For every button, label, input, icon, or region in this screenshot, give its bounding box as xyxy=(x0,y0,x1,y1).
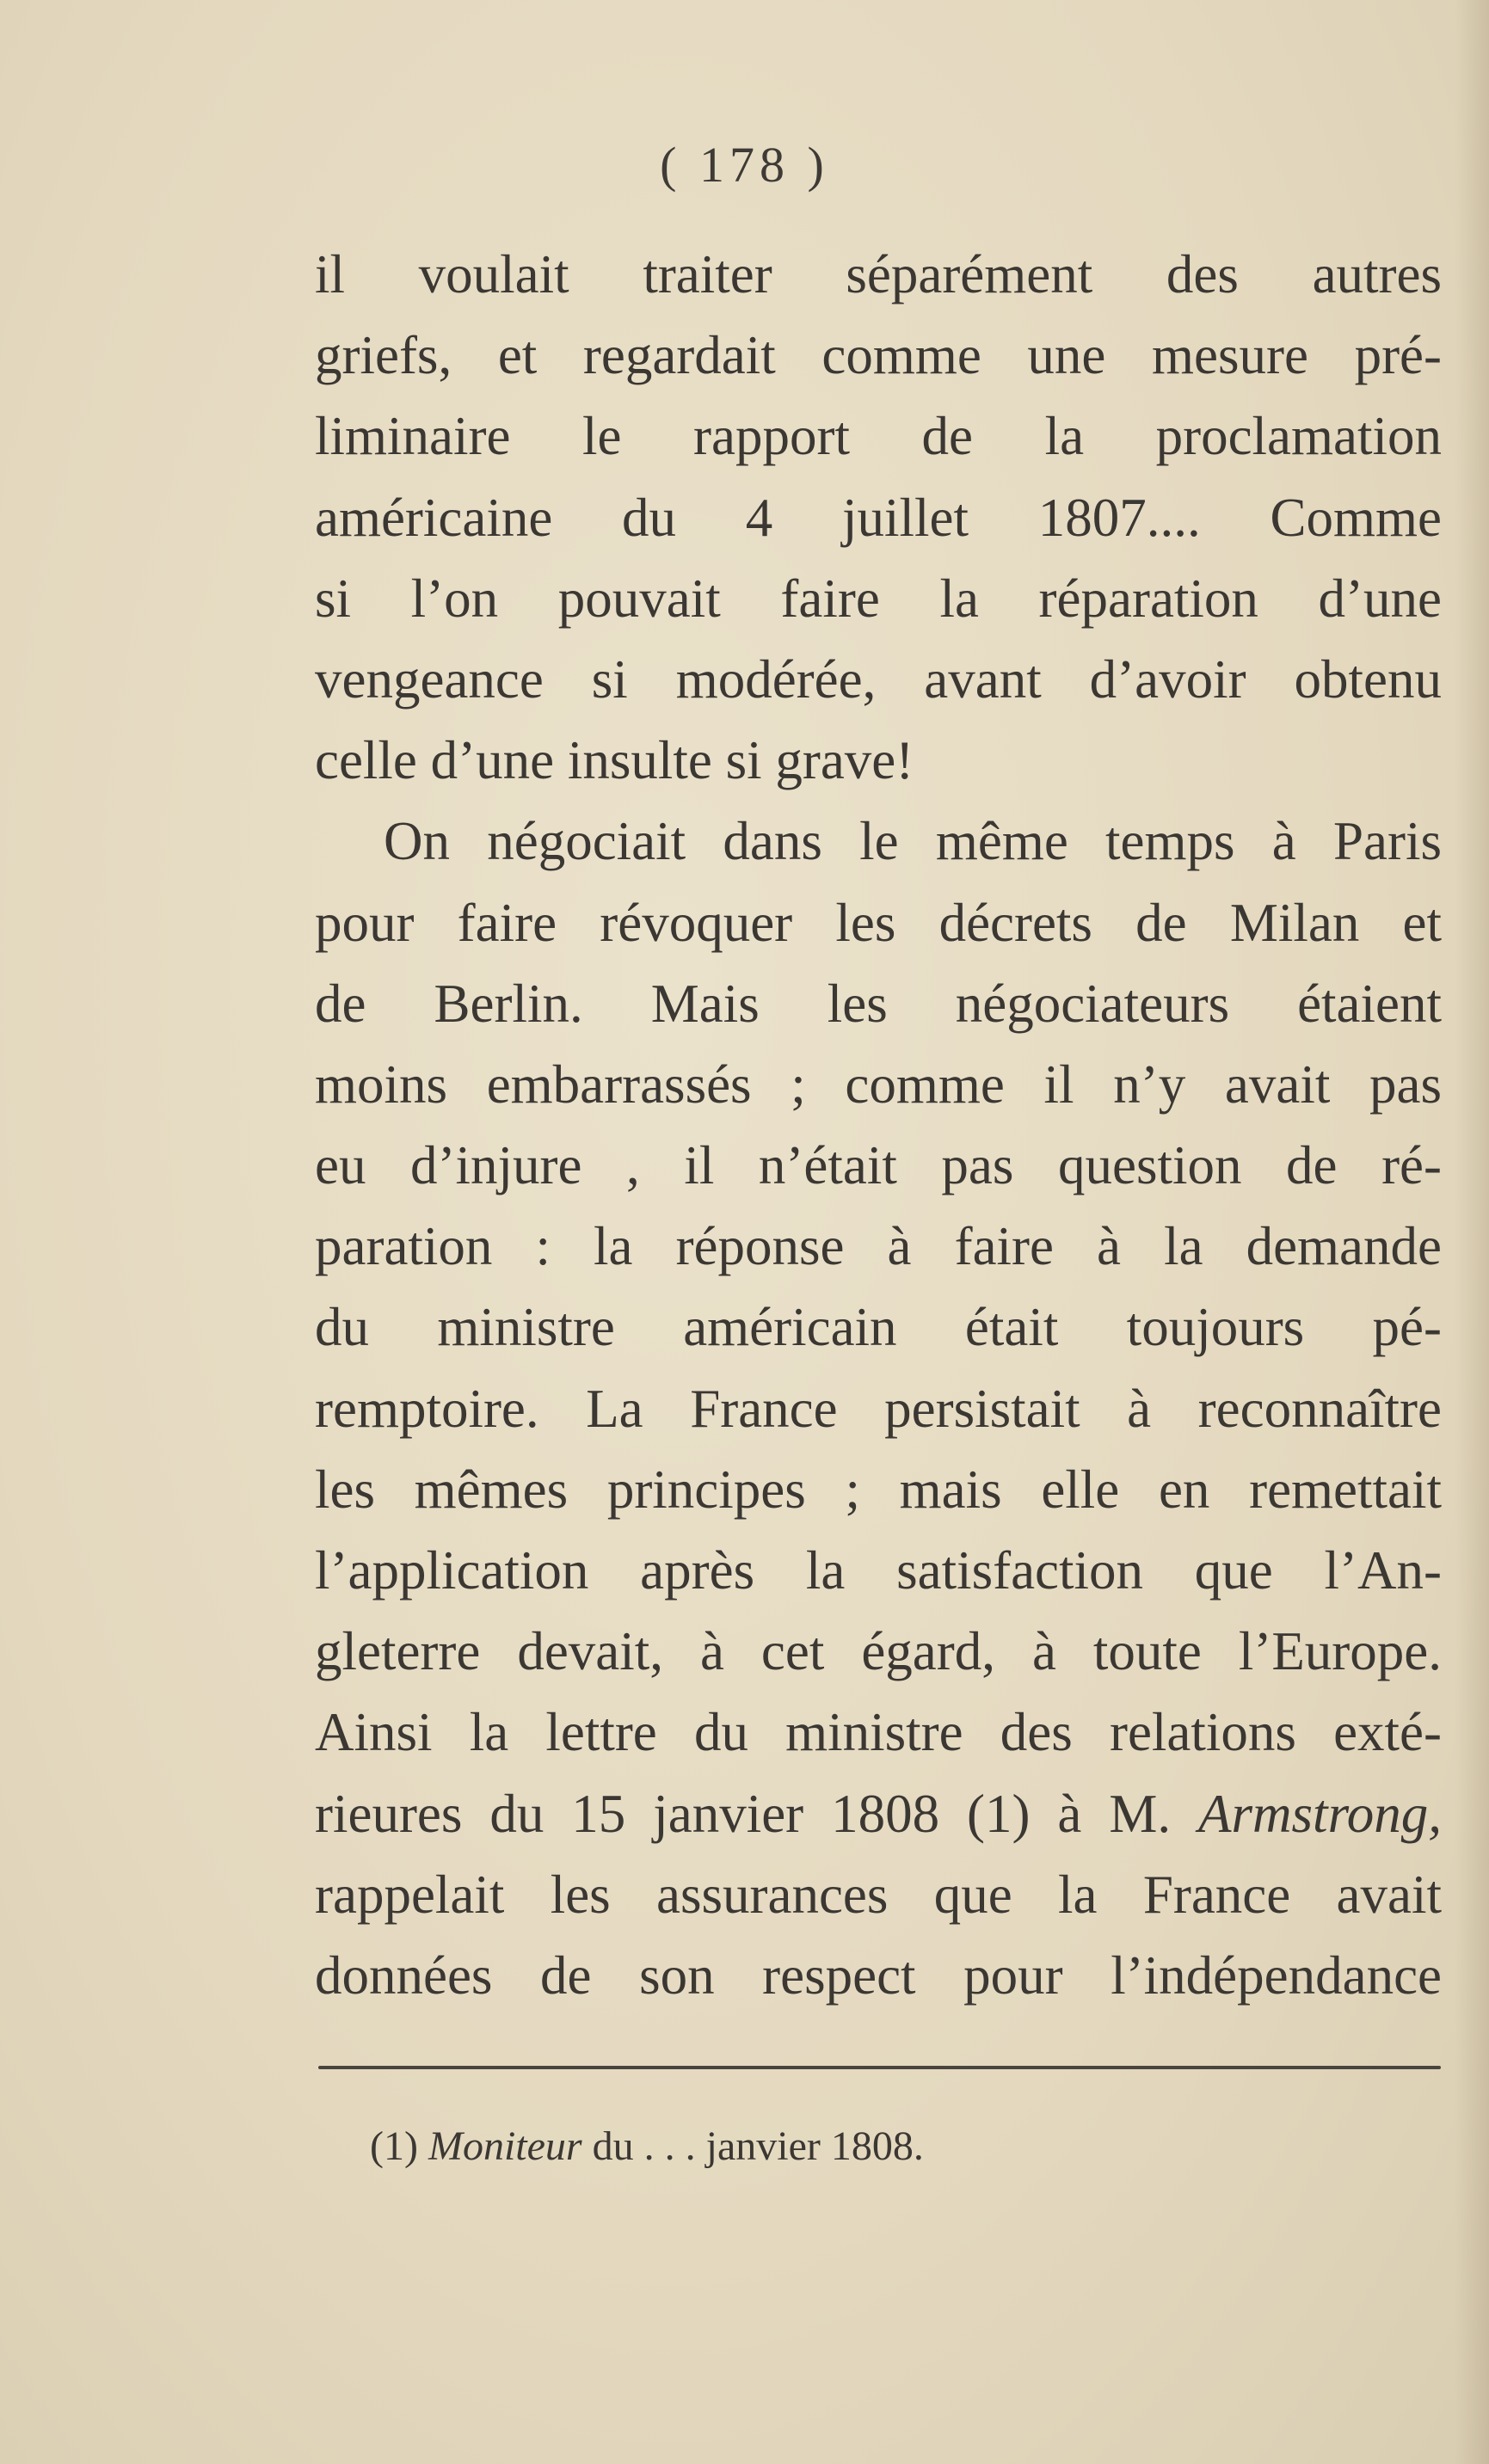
page-number: ( 178 ) xyxy=(660,137,829,193)
text-line-8: On négociait dans le même temps à Paris xyxy=(384,811,1442,872)
text-line-17: l’application après la satisfaction que l’An- xyxy=(315,1540,1442,1601)
text-line-11: moins embarrassés ; comme il n’y avait pas xyxy=(315,1054,1442,1115)
text-line-10: de Berlin. Mais les négociateurs étaient xyxy=(315,973,1442,1034)
text-line-1: il voulait traiter séparément des autres xyxy=(315,244,1442,304)
text-line-4: américaine du 4 juillet 1807.... Comme xyxy=(315,487,1442,548)
footnote-source: Moniteur xyxy=(428,2123,582,2169)
footnote xyxy=(370,2123,924,2170)
text-line-18: gleterre devait, à cet égard, à toute l’Europe. xyxy=(315,1621,1442,1682)
text-line-20-roman: rieures du 15 janvier 1808 (1) à M. xyxy=(315,1783,1172,1844)
text-line-19: Ainsi la lettre du ministre des relations exté- xyxy=(315,1702,1442,1763)
text-line-6: vengeance si modérée, avant d’avoir obtenu xyxy=(315,648,1442,710)
footnote-rule xyxy=(318,2066,1441,2069)
text-line-13: paration : la réponse à faire à la demande xyxy=(315,1216,1442,1277)
text-line-3: liminaire le rapport de la proclamation xyxy=(315,406,1442,467)
text-line-20 xyxy=(315,1773,1442,1854)
text-line-5: si l’on pouvait faire la réparation d’une xyxy=(315,568,1442,629)
text-line-16: les mêmes principes ; mais elle en remettait xyxy=(315,1459,1442,1520)
text-line-14: du ministre américain était toujours pé- xyxy=(315,1297,1442,1358)
text-line-9: pour faire révoquer les décrets de Milan et xyxy=(315,892,1442,953)
page-edge-shadow xyxy=(1455,0,1489,2464)
text-line-7: celle d’une insulte si grave! xyxy=(315,730,914,791)
text-line-12: eu d’injure , il n’était pas question de ré- xyxy=(315,1135,1442,1196)
body-text xyxy=(315,234,1442,2016)
text-line-2: griefs, et regardait comme une mesure pré- xyxy=(315,325,1442,386)
text-line-20-italic-name: Armstrong, xyxy=(1198,1783,1442,1844)
text-line-21: rappelait les assurances que la France avait xyxy=(315,1864,1442,1925)
footnote-text: du . . . janvier 1808. xyxy=(592,2123,924,2169)
text-line-15: remptoire. La France persistait à reconnaître xyxy=(315,1378,1442,1439)
footnote-marker: (1) xyxy=(370,2123,418,2169)
text-line-22: données de son respect pour l’indépendance xyxy=(315,1945,1442,2006)
